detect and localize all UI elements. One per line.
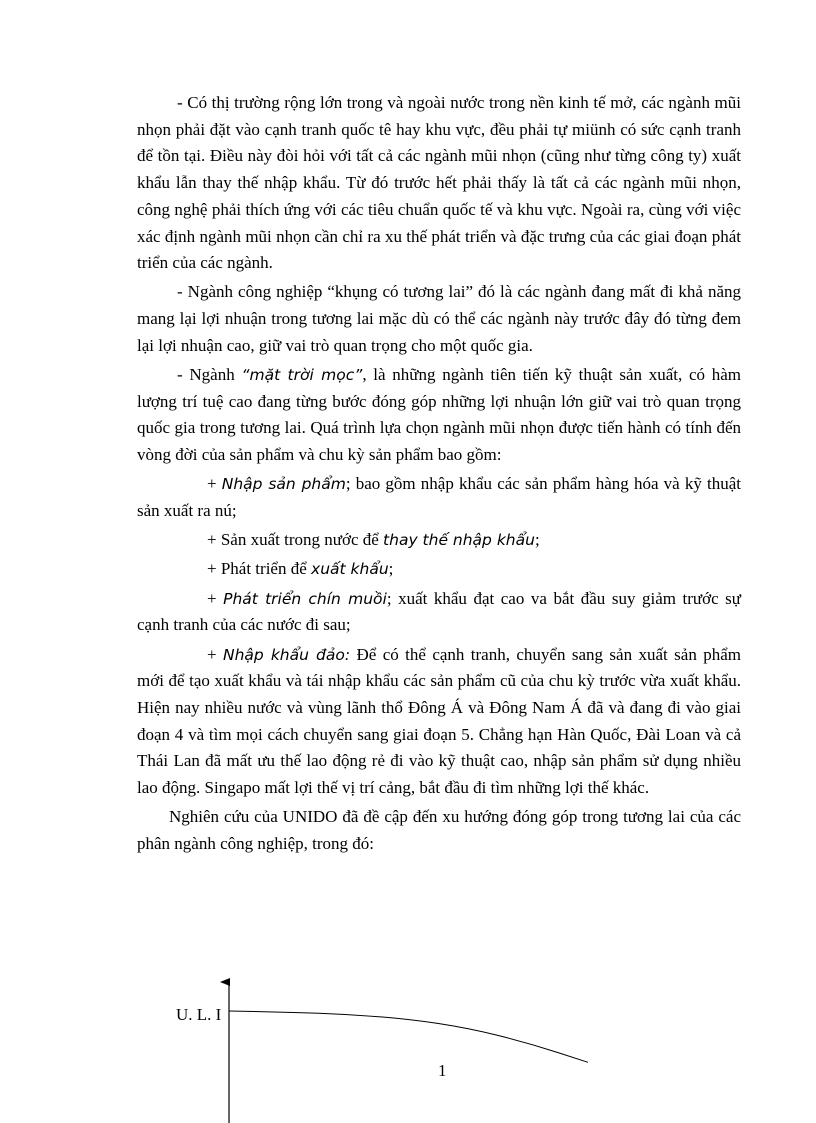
text-run: - Ngành [177,365,242,385]
text-run: ; [534,530,540,550]
text-run: + [207,588,224,608]
italic-text: Nhập sản phẩm [221,475,346,494]
text-run: + Sản xuất trong nước để [207,530,384,550]
y-axis-label: U. L. I [176,1005,222,1024]
text-run: Để có thể cạnh tranh, chuyển sang sản xuất sản phẩm mới để tạo xuất khẩu và tái nhập khẩu các sản phẩm cũ của chu kỳ trước vừa xuất khẩu. Hiện nay nhiều nước và vùng lãnh thổ Đông Á và Đông Nam Á đã và đang đi vào giai đoạn 4 và tìm mọi cách chuyển sang giai đoạn 5. Chẳng hạn Hàn Quốc, Đài Loan và cả Thái Lan đã mất ưu thế lao động rẻ đi vào kỹ thuật cao, nhập sản phẩm sử dụng nhiều lao động. Singapo mất lợi thế vị trí cảng, bắt đầu đi tìm những lợi thế khác. [137,644,741,798]
text-run: + Phát triển để [207,559,312,579]
text-run: , là những ngành tiên tiến kỹ thuật sản xuất, có hàm lượng trí tuệ cao đang từng bước đóng góp những lợi nhuận lớn giữ vai trò quan trọng quốc gia trong tương lai. Quá trình lựa chọn ngành mũi nhọn được tiến hành có tính đến vòng đời của sản phẩm và chu kỳ sản phẩm bao gồm: [137,365,742,465]
italic-text: xuất khẩu [311,560,389,579]
text-run: - Ngành công nghiệp “khụng có tương lai” đó là các ngành đang mất đi khả năng mang lại lợi nhuận trong tương lai mặc dù có thể các ngành này trước đây đó từng đem lại lợi nhuận cao, giữ vai trò quan trọng cho một quốc gia. [137,282,741,355]
italic-text: thay thế nhập khẩu [383,531,535,550]
text-run: - Có thị trường rộng lớn trong và ngoài nước trong nền kinh tế mở, các ngành mũi nhọn phải đặt vào cạnh tranh quốc tê hay khu vực, đều phải tự miünh có sức cạnh tranh để tồn tại. Điều này đòi hỏi với tất cả các ngành mũi nhọn (cũng như từng công ty) xuất khẩu lẫn thay thế nhập khẩu. Từ đó trước hết phải thấy là tất cả các ngành mũi nhọn, công nghệ phải thích ứng với các tiêu chuẩn quốc tế và khu vực. Ngoài ra, cùng với việc xác định ngành mũi nhọn cần chỉ ra xu thế phát triển và đặc trưng của các giai đoạn phát triển của các ngành. [137,93,741,273]
text-run: ; xuất khẩu đạt cao va bắt đầu suy giảm trước sự cạnh tranh của các nước đi sau; [137,588,741,635]
italic-text: Nhập khẩu đảo: [223,645,351,664]
italic-text: Phát triển chín muồi [223,589,387,608]
text-run: + [207,474,222,494]
text-run: + [207,644,223,664]
curve-series-1 [229,1011,588,1062]
text-run: ; [388,559,394,579]
text-run: ; bao gồm nhập khẩu các sản phẩm hàng hóa và kỹ thuật sản xuất ra nú; [137,474,741,521]
italic-text: “mặt trời mọc” [241,366,363,385]
text-run: Nghiên cứu của UNIDO đã đề cập đến xu hướng đóng góp trong tương lai của các phân ngành công nghiệp, trong đó: [137,807,741,853]
curve-label: 1 [438,1061,447,1080]
